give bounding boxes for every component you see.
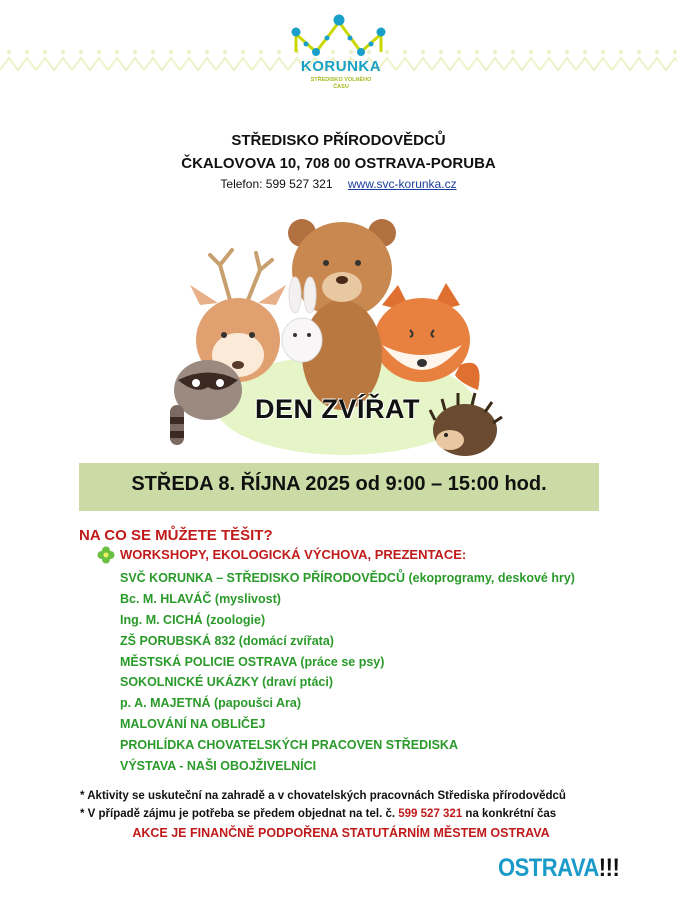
program-subheading: WORKSHOPY, EKOLOGICKÁ VÝCHOVA, PREZENTACE: bbox=[120, 547, 467, 562]
phone-text: Telefon: 599 527 321 bbox=[220, 177, 333, 191]
list-item: MĚSTSKÁ POLICIE OSTRAVA (práce se psy) bbox=[120, 654, 385, 669]
logo-subtitle: STŘEDISKO VOLNÉHO ČASU bbox=[310, 77, 372, 90]
list-item: Ing. M. CICHÁ (zoologie) bbox=[120, 612, 266, 627]
ostrava-logo-exclaim: !!! bbox=[598, 853, 620, 882]
organization-contact bbox=[0, 177, 677, 191]
list-item: MALOVÁNÍ NA OBLIČEJ bbox=[120, 717, 266, 732]
ostrava-logo-text: OSTRAVA bbox=[498, 853, 599, 882]
event-datetime: STŘEDA 8. ŘÍJNA 2025 od 9:00 – 15:00 hod. bbox=[131, 473, 547, 495]
program-heading: NA CO SE MŮŽETE TĚŠIT? bbox=[79, 527, 273, 544]
list-item: PROHLÍDKA CHOVATELSKÝCH PRACOVEN STŘEDISKA bbox=[120, 738, 458, 753]
logo-name: KORUNKA bbox=[300, 58, 382, 75]
website-link[interactable]: www.svc-korunka.cz bbox=[347, 177, 457, 191]
list-item: SVČ KORUNKA – STŘEDISKO PŘÍRODOVĚDCŮ (ekoprogramy, deskové hry) bbox=[120, 571, 575, 585]
ostrava-logo bbox=[498, 853, 619, 883]
raccoon-icon bbox=[170, 360, 242, 445]
funding-note: AKCE JE FINANČNĚ PODPOŘENA STATUTÁRNÍM MĚSTEM OSTRAVA bbox=[132, 826, 550, 840]
organization-name: STŘEDISKO PŘÍRODOVĚDCŮ bbox=[231, 132, 446, 149]
organization-address: ČKALOVOVA 10, 708 00 OSTRAVA-PORUBA bbox=[181, 155, 496, 172]
program-list bbox=[120, 568, 575, 777]
list-item: SOKOLNICKÉ UKÁZKY (draví ptáci) bbox=[120, 675, 333, 690]
note-booking bbox=[80, 808, 556, 820]
note-booking-prefix: * V případě zájmu je potřeba se předem objednat na tel. č. bbox=[80, 808, 396, 820]
date-banner bbox=[79, 463, 599, 511]
list-item: ZŠ PORUBSKÁ 832 (domácí zvířata) bbox=[120, 633, 334, 648]
note-booking-suffix: na konkrétní čas bbox=[465, 808, 557, 820]
list-item: Bc. M. HLAVÁČ (myslivost) bbox=[120, 591, 281, 606]
booking-phone: 599 527 321 bbox=[398, 808, 463, 820]
list-item: VÝSTAVA - NAŠI OBOJŽIVELNÍCI bbox=[120, 759, 317, 774]
korunka-logo bbox=[286, 12, 396, 102]
event-title: DEN ZVÍŘAT bbox=[255, 394, 420, 424]
clover-icon bbox=[97, 546, 115, 564]
list-item: p. A. MAJETNÁ (papoušci Ara) bbox=[120, 696, 302, 711]
note-location: * Aktivity se uskuteční na zahradě a v chovatelských pracovnách Střediska přírodovědců bbox=[80, 790, 566, 802]
crown-icon bbox=[286, 12, 396, 60]
